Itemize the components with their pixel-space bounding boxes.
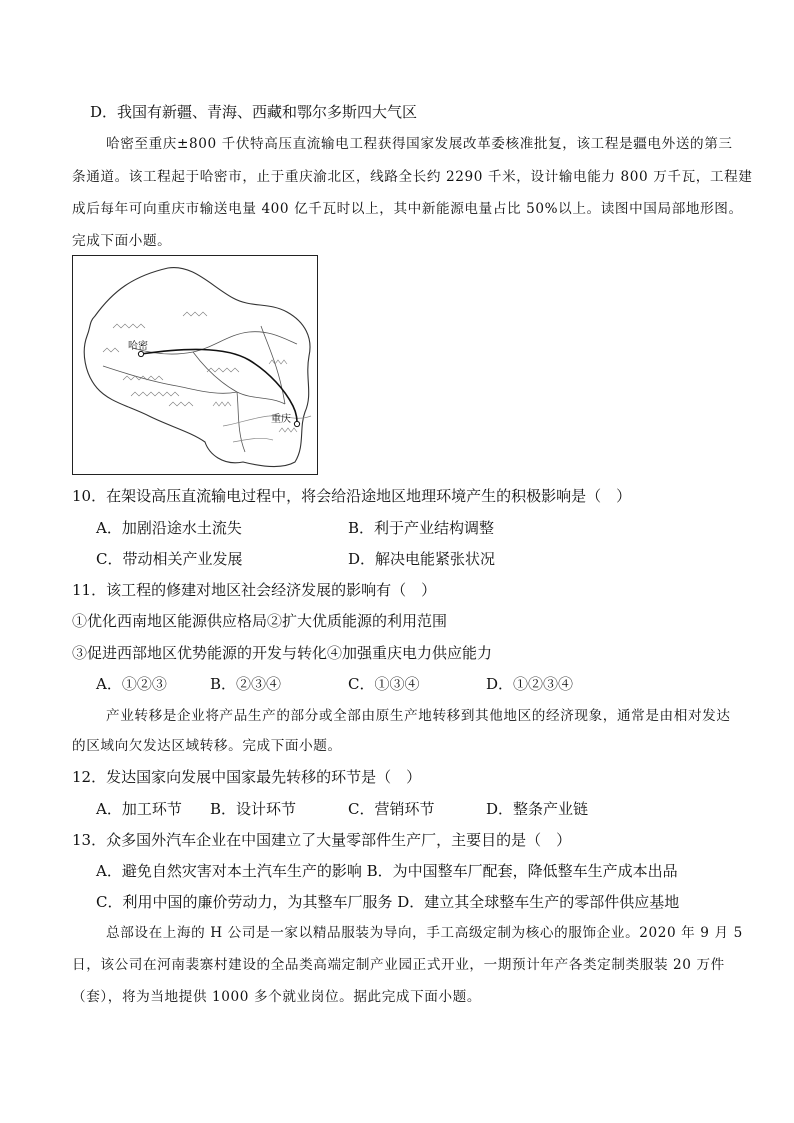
mountain-hatching [103,312,297,432]
terrain-map [73,256,317,474]
hami-label: 哈密 [128,341,148,352]
q10-option-c[interactable]: C．带动相关产业发展 [96,550,243,568]
q9-option-d: D．我国有新疆、青海、西藏和鄂尔多斯四大气区 [90,103,418,121]
passage1-line-2: 条通道。该工程起于哈密市，止于重庆渝北区，线路全长约 2290 千米，设计输电能力 800 万千瓦，工程建 [72,169,753,185]
q12-option-d[interactable]: D．整条产业链 [486,800,589,818]
passage3-line-3: （套），将为当地提供 1000 多个就业岗位。据此完成下面小题。 [72,989,482,1005]
q11-items-line-1: ①优化西南地区能源供应格局②扩大优质能源的利用范围 [72,612,448,630]
chongqing-point [294,421,299,426]
passage2-line-2: 的区域向欠发达区域转移。完成下面小题。 [72,738,342,754]
q10-option-b[interactable]: B．利于产业结构调整 [348,519,495,537]
q13-options-cd[interactable]: C．利用中国的廉价劳动力，为其整车厂服务 D．建立其全球整车生产的零部件供应基地 [96,893,680,911]
q10-option-d[interactable]: D．解决电能紧张状况 [348,550,496,568]
q10-stem: 10．在架设高压直流输电过程中，将会给沿途地区地理环境产生的积极影响是（ ） [72,487,632,505]
q11-items-line-2: ③促进西部地区优势能源的开发与转化④加强重庆电力供应能力 [72,644,493,662]
q12-option-b[interactable]: B．设计环节 [210,800,297,818]
hami-point [138,351,143,356]
q12-option-c[interactable]: C．营销环节 [348,800,435,818]
q13-options-ab[interactable]: A．避免自然灾害对本土汽车生产的影响 B．为中国整车厂配套，降低整车生产成本出品 [96,862,678,880]
q13-stem: 13．众多国外汽车企业在中国建立了大量零部件生产厂，主要目的是（ ） [72,831,572,849]
q11-option-d[interactable]: D．①②③④ [486,675,574,693]
q11-option-b[interactable]: B．②③④ [210,675,282,693]
terrain-map-figure [72,255,318,475]
q12-option-a[interactable]: A．加工环节 [96,800,182,818]
q12-stem: 12．发达国家向发展中国家最先转移的环节是（ ） [72,768,422,786]
river [233,438,273,442]
q10-option-a[interactable]: A．加剧沿途水土流失 [96,519,242,537]
passage3-line-1: 总部设在上海的 H 公司是一家以精品服装为导向，手工高级定制为核心的服饰企业。2020 年 9 月 5 [106,925,743,941]
passage2-line-1: 产业转移是企业将产品生产的部分或全部由原生产地转移到其他地区的经济现象，通常是由相对发达 [106,708,731,724]
passage3-line-2: 日，该公司在河南裴寨村建设的全品类高端定制产业园正式开业，一期预计年产各类定制类服装 20 万件 [72,957,725,973]
q11-option-c[interactable]: C．①③④ [348,675,420,693]
passage1-line-1: 哈密至重庆±800 千伏特高压直流输电工程获得国家发展改革委核准批复，该工程是疆电外送的第三 [106,136,733,152]
chongqing-label: 重庆 [271,414,291,425]
passage1-line-3: 成后每年可向重庆市输送电量 400 亿千瓦时以上，其中新能源电量占比 50%以上。读图中国局部地形图。 [72,201,743,217]
passage1-line-4: 完成下面小题。 [72,233,172,249]
q11-stem: 11．该工程的修建对地区社会经济发展的影响有（ ） [72,581,437,599]
q11-option-a[interactable]: A．①②③ [96,675,167,693]
